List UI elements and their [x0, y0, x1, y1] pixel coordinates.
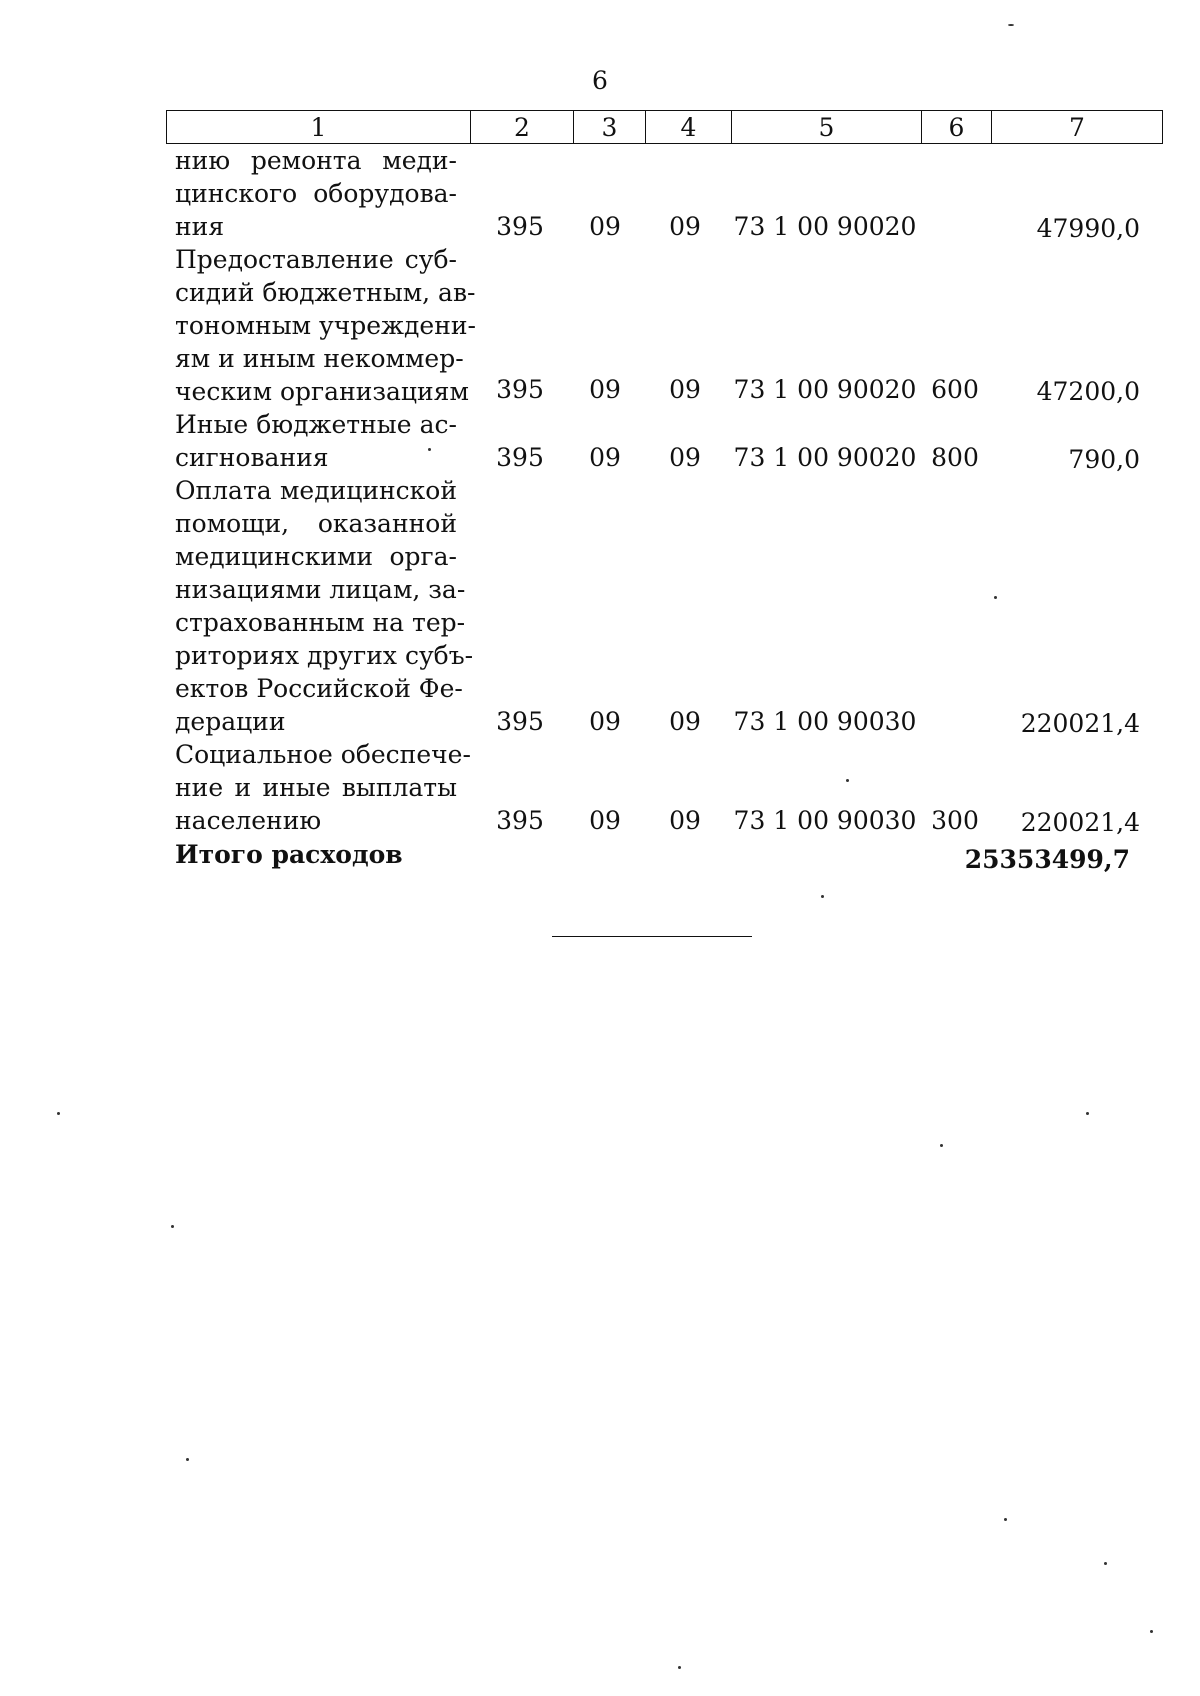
amount: 790,0	[1068, 445, 1140, 474]
section-code: 09	[589, 806, 621, 835]
admin-code: 395	[496, 707, 544, 736]
target-article-code: 73 1 00 90030	[733, 806, 917, 835]
table-row	[0, 408, 1200, 474]
amount: 47990,0	[1036, 214, 1140, 243]
admin-code: 395	[496, 443, 544, 472]
description-line: Предоставление суб-	[175, 245, 457, 274]
total-label: Итого расходов	[175, 840, 403, 869]
scan-speck	[57, 1112, 60, 1115]
description-line: ям и иным некоммер-	[175, 344, 464, 373]
description-line: цинского оборудова-	[175, 179, 457, 208]
table-row	[0, 474, 1200, 738]
target-article-code: 73 1 00 90020	[733, 375, 917, 404]
scan-speck	[171, 1225, 174, 1228]
scan-speck	[994, 596, 997, 599]
header-col-3: 3	[574, 111, 646, 144]
header-col-1: 1	[167, 111, 471, 144]
subsection-code: 09	[669, 707, 701, 736]
description-line: тономным учреждени-	[175, 311, 476, 340]
scan-speck	[846, 779, 849, 782]
description-line: медицинскими орга-	[175, 542, 457, 571]
header-col-5: 5	[732, 111, 922, 144]
header-col-6: 6	[922, 111, 992, 144]
page-number: 6	[592, 66, 608, 95]
description-line: страхованным на тер-	[175, 608, 466, 637]
description-line: ния	[175, 212, 225, 241]
scan-speck	[1008, 24, 1014, 26]
amount: 47200,0	[1036, 377, 1140, 406]
description-line: сидий бюджетным, ав-	[175, 278, 476, 307]
section-code: 09	[589, 212, 621, 241]
description-line: дерации	[175, 707, 286, 736]
admin-code: 395	[496, 212, 544, 241]
description-line: Иные бюджетные ас-	[175, 410, 457, 439]
subsection-code: 09	[669, 443, 701, 472]
target-article-code: 73 1 00 90030	[733, 707, 917, 736]
admin-code: 395	[496, 375, 544, 404]
header-col-7: 7	[992, 111, 1163, 144]
scan-speck	[186, 1458, 189, 1461]
expense-type-code: 300	[931, 806, 979, 835]
table-row	[0, 738, 1200, 837]
description-line: риториях других субъ-	[175, 641, 474, 670]
header-row	[167, 111, 1163, 144]
row-description	[175, 408, 457, 474]
total-value: 25353499,7	[964, 845, 1130, 874]
description-line: помощи, оказанной	[175, 509, 457, 538]
scan-speck	[1086, 1112, 1089, 1115]
scan-speck	[1104, 1562, 1107, 1565]
description-line: населению	[175, 806, 322, 835]
scan-speck	[821, 895, 824, 898]
description-line: нию ремонта меди-	[175, 146, 457, 175]
scan-speck	[1150, 1630, 1153, 1633]
row-description	[175, 738, 471, 837]
subsection-code: 09	[669, 212, 701, 241]
description-line: ние и иные выплаты	[175, 773, 457, 802]
section-code: 09	[589, 443, 621, 472]
table-row	[0, 144, 1200, 243]
row-description	[175, 474, 474, 738]
expense-type-code: 600	[931, 375, 979, 404]
target-article-code: 73 1 00 90020	[733, 443, 917, 472]
amount: 220021,4	[1020, 709, 1140, 738]
section-code: 09	[589, 707, 621, 736]
header-col-2: 2	[471, 111, 574, 144]
section-code: 09	[589, 375, 621, 404]
description-line: ческим организациям	[175, 377, 469, 406]
description-line: сигнования	[175, 443, 329, 472]
scan-speck	[1004, 1518, 1007, 1521]
scan-speck	[940, 1144, 943, 1147]
table-row	[0, 243, 1200, 408]
expense-type-code: 800	[931, 443, 979, 472]
description-line: Социальное обеспече-	[175, 740, 471, 769]
end-of-table-rule	[552, 936, 752, 937]
subsection-code: 09	[669, 375, 701, 404]
description-line: ектов Российской Фе-	[175, 674, 463, 703]
amount: 220021,4	[1020, 808, 1140, 837]
scan-speck	[428, 448, 431, 451]
subsection-code: 09	[669, 806, 701, 835]
description-line: Оплата медицинской	[175, 476, 457, 505]
header-col-4: 4	[646, 111, 732, 144]
admin-code: 395	[496, 806, 544, 835]
scan-speck	[678, 1666, 681, 1669]
row-description	[175, 144, 457, 243]
description-line: низациями лицам, за-	[175, 575, 466, 604]
row-description	[175, 243, 476, 408]
column-header-table	[166, 110, 1163, 144]
target-article-code: 73 1 00 90020	[733, 212, 917, 241]
